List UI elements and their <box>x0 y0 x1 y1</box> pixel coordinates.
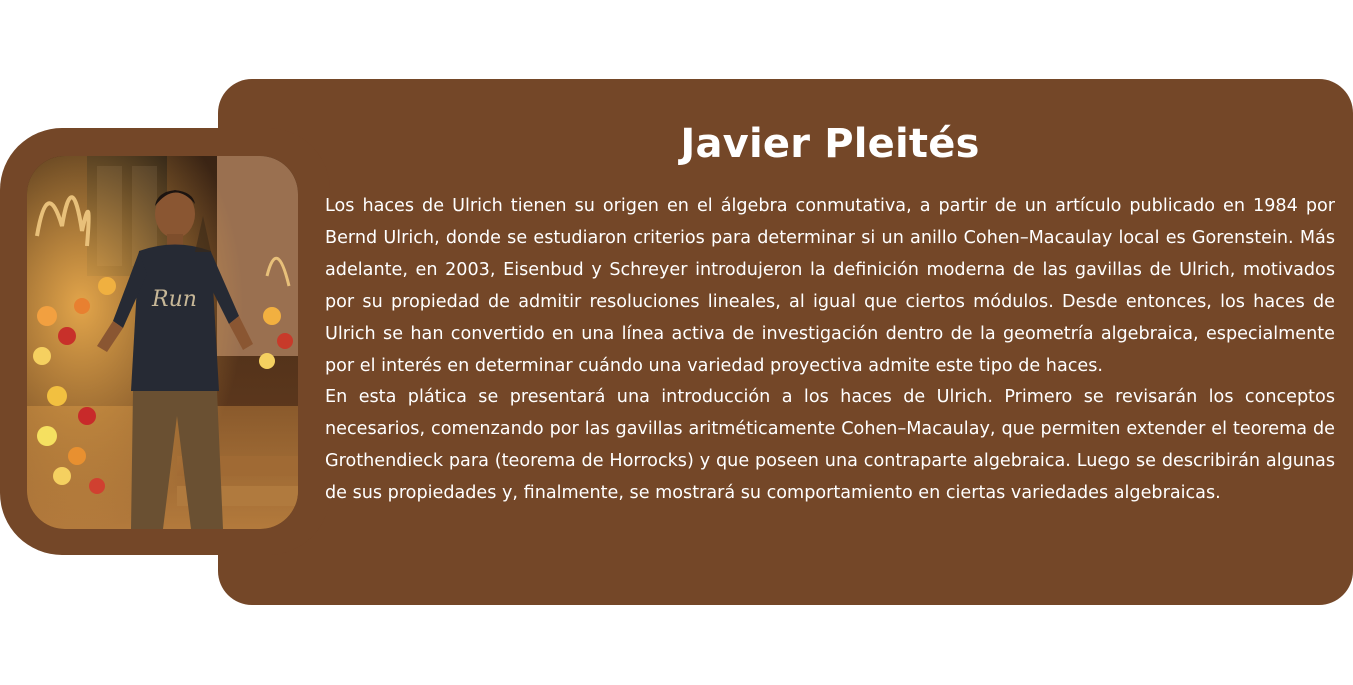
shirt-text: Run <box>152 287 197 312</box>
abstract-paragraph: Los haces de Ulrich tienen su origen en el álgebra conmutativa, a partir de un artículo publicado en 1984 por Bernd Ulrich, donde se estudiaron criterios para determinar si un anillo Cohen–Macaulay local es Gorenstein. Más adelante, en 2003, Eisenbud y Schreyer introdujeron la definición moderna de las gavillas de Ulrich, motivados por su propiedad de admitir resoluciones lineales, al igual que ciertos módulos. Desde entonces, los haces de Ulrich se han convertido en una línea activa de investigación dentro de la geometría algebraica, especialmente por el interés en determinar cuándo una variedad proyectiva admite este tipo de haces. <box>325 196 1335 376</box>
abstract-paragraph: En esta plática se presentará una introducción a los haces de Ulrich. Primero se revisarán los conceptos necesarios, comenzando por las gavillas aritméticamente Cohen–Macaulay, que permiten extender el teorema de Grothendieck para (teorema de Horrocks) y que poseen una contraparte algebraica. Luego se describirán algunas de sus propiedades y, finalmente, se mostrará su comportamiento en ciertas variedades algebraicas. <box>325 387 1335 504</box>
abstract <box>325 191 1335 510</box>
speaker-name: Javier Pleités <box>680 121 980 167</box>
speaker-photo <box>27 156 298 529</box>
